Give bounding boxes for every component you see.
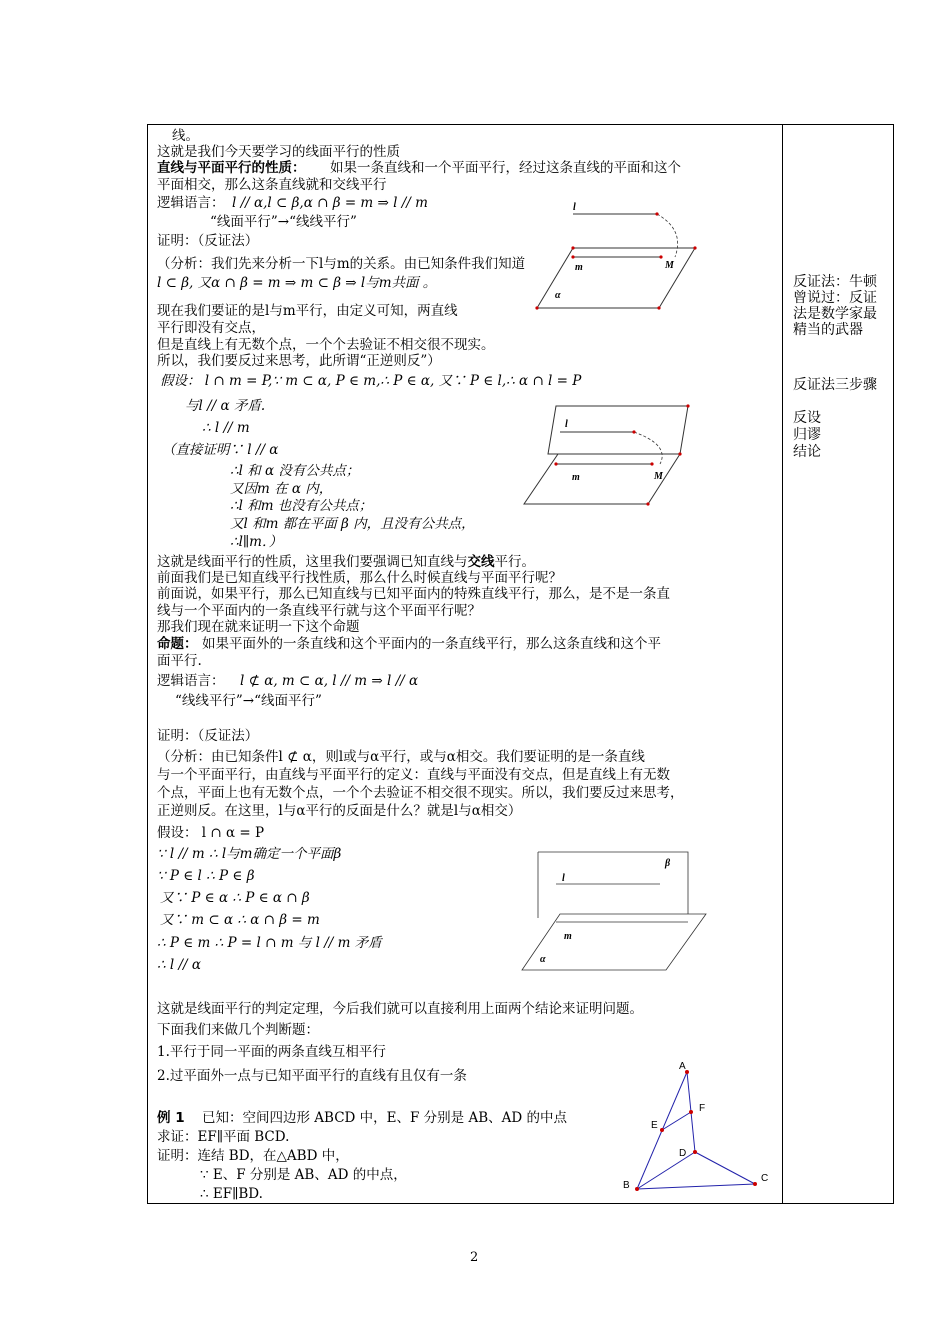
formula: ∵ l // m ∴ l与m确定一个平面β (157, 846, 342, 862)
text-line: 个点，平面上也有无数个点，一个个去验证不相交很不现实。所以，我们要反过来思考， (157, 785, 684, 801)
label-D: D (679, 1148, 687, 1159)
text-line: 与一个平面平行，由直线与平面平行的定义：直线与平面没有交点，但是直线上有无数 (157, 767, 670, 783)
text-line: “线线平行”→“线面平行” (175, 693, 322, 709)
text-line: 求证：EF∥平面 BCD. (157, 1129, 290, 1145)
text-line: 逻辑语言： (157, 195, 225, 211)
label-E: E (651, 1120, 658, 1131)
text-line: 又因m 在 α 内， (230, 481, 333, 497)
label-l: l (573, 202, 576, 213)
page-number: 2 (470, 1250, 479, 1265)
text-line: 证明：（反证法） (157, 233, 259, 249)
text-line: 如果一条直线和一个平面平行，经过这条直线的平面和这个 (330, 160, 681, 176)
text-line: “线面平行”→“线线平行” (210, 214, 357, 230)
text-span: 平行。 (494, 554, 535, 570)
side-note: 归谬 (793, 427, 821, 443)
text-line: 又l 和m 都在平面 β 内，且没有公共点， (230, 516, 475, 532)
text-line: 所以，我们要反过来思考，此所谓“正逆则反”） (157, 353, 441, 369)
bold-span: 交线 (467, 554, 495, 570)
text-line: 如果平面外的一条直线和这个平面内的一条直线平行，那么这条直线和这个平 (202, 636, 661, 652)
text-line: 这就是线面平行的判定定理，今后我们就可以直接利用上面两个结论来证明问题。 (157, 1001, 643, 1017)
figure-plane-3 (520, 850, 710, 975)
text-line: 假设： l ∩ α = P (157, 825, 265, 841)
text-line: 1.平行于同一平面的两条直线互相平行 (157, 1044, 386, 1060)
formula: ∵ P ∈ l ∴ P ∈ β (157, 868, 255, 884)
formula: ∴ P ∈ m ∴ P = l ∩ m 与 l // m 矛盾 (157, 935, 382, 951)
text-line: 前面说，如果平行，那么已知直线与已知平面内的特殊直线平行，那么，是不是一条直 (157, 586, 670, 602)
formula: 又∵ P ∈ α ∴ P ∈ α ∩ β (160, 890, 310, 906)
label-M: M (665, 260, 674, 271)
text-line: 面平行. (157, 653, 202, 669)
text-line: 平行即没有交点， (157, 320, 265, 336)
text-line: 但是直线上有无数个点，一个个去验证不相交很不现实。 (157, 337, 495, 353)
label-l: l (565, 419, 568, 430)
text-line: 这就是我们今天要学习的线面平行的性质 (157, 144, 400, 160)
text-line: ∴ EF∥BD. (200, 1186, 263, 1202)
heading-proposition: 命题： (157, 636, 198, 652)
label-M: M (654, 471, 663, 482)
formula: l ⊄ α, m ⊂ α, l // m ⇒ l // α (240, 673, 419, 689)
side-note: 结论 (793, 444, 821, 460)
formula: 假设： l ∩ m = P,∵ m ⊂ α, P ∈ m,∴ P ∈ α, 又∵ P ∈ l,∴ α ∩ l = P (160, 373, 582, 389)
text-line: ∴l 和 α 没有公共点； (230, 463, 360, 479)
label-A: A (679, 1061, 686, 1072)
text-line: 线。 (172, 128, 199, 144)
side-note: 反证法：牛顿曾说过：反证法是数学家最精当的武器 (793, 274, 877, 338)
text-line: ∴l∥m．） (230, 534, 283, 550)
formula: ∴ l // m (202, 420, 250, 436)
text-span: 这就是线面平行的性质，这里我们要强调已知直线与 (157, 554, 468, 570)
label-m: m (572, 472, 580, 483)
formula: l // α,l ⊂ β,α ∩ β = m ⇒ l // m (232, 195, 428, 211)
label-beta: β (665, 858, 671, 869)
text-line: （直接证明∵ l // α (162, 442, 279, 458)
text-line: 现在我们要证的是l与m平行，由定义可知，两直线 (157, 303, 458, 319)
example-label: 例 1 (157, 1110, 185, 1126)
text-line: （分析：我们先来分析一下l与m的关系。由已知条件我们知道 (157, 256, 526, 272)
text-line: 前面我们是已知直线平行找性质，那么什么时候直线与平面平行呢？ (157, 570, 562, 586)
text-line: 证明：（反证法） (157, 728, 259, 744)
side-note: 反设 (793, 410, 821, 426)
text-line: ∵ E、F 分别是 AB、AD 的中点， (200, 1167, 407, 1183)
side-note: 反证法三步骤 (793, 377, 877, 393)
text-line: 证明：连结 BD，在△ABD 中， (157, 1148, 349, 1164)
text-line: （分析：由已知条件l ⊄ α，则l或与α平行，或与α相交。我们要证明的是一条直线 (157, 749, 645, 765)
label-alpha: α (540, 954, 546, 965)
label-alpha: α (555, 290, 561, 301)
label-l: l (562, 873, 565, 884)
text-line: 已知：空间四边形 ABCD 中，E、F 分别是 AB、AD 的中点 (202, 1110, 567, 1126)
formula: 又∵ m ⊂ α ∴ α ∩ β = m (160, 912, 320, 928)
text-line: 逻辑语言： (157, 673, 225, 689)
figure-quadrilateral (615, 1060, 785, 1200)
label-m: m (564, 931, 572, 942)
label-F: F (699, 1103, 706, 1114)
text-line: 下面我们来做几个判断题： (157, 1022, 319, 1038)
label-C: C (761, 1173, 769, 1184)
column-divider (782, 124, 783, 1204)
figure-plane-2 (520, 400, 700, 510)
text-line: 2.过平面外一点与已知平面平行的直线有且仅有一条 (157, 1068, 467, 1084)
text-line: ∴l 和m 也没有公共点； (230, 498, 373, 514)
formula: l ⊂ β, 又α ∩ β = m ⇒ m ⊂ β ⇒ l与m共面 。 (157, 275, 437, 291)
text-line: 那我们现在就来证明一下这个命题 (157, 619, 360, 635)
figure-plane-1 (535, 200, 705, 315)
text-line (157, 554, 535, 570)
formula: ∴ l // α (157, 957, 201, 973)
text-line: 正逆则反。在这里，l与α平行的反面是什么？就是l与α相交） (157, 803, 522, 819)
heading-property: 直线与平面平行的性质： (157, 160, 306, 176)
label-B: B (623, 1180, 630, 1191)
text-line: 平面相交，那么这条直线就和交线平行 (157, 177, 387, 193)
label-m: m (575, 262, 583, 273)
formula: 与l // α 矛盾. (185, 398, 266, 414)
text-line: 线与一个平面内的一条直线平行就与这个平面平行呢？ (157, 603, 481, 619)
